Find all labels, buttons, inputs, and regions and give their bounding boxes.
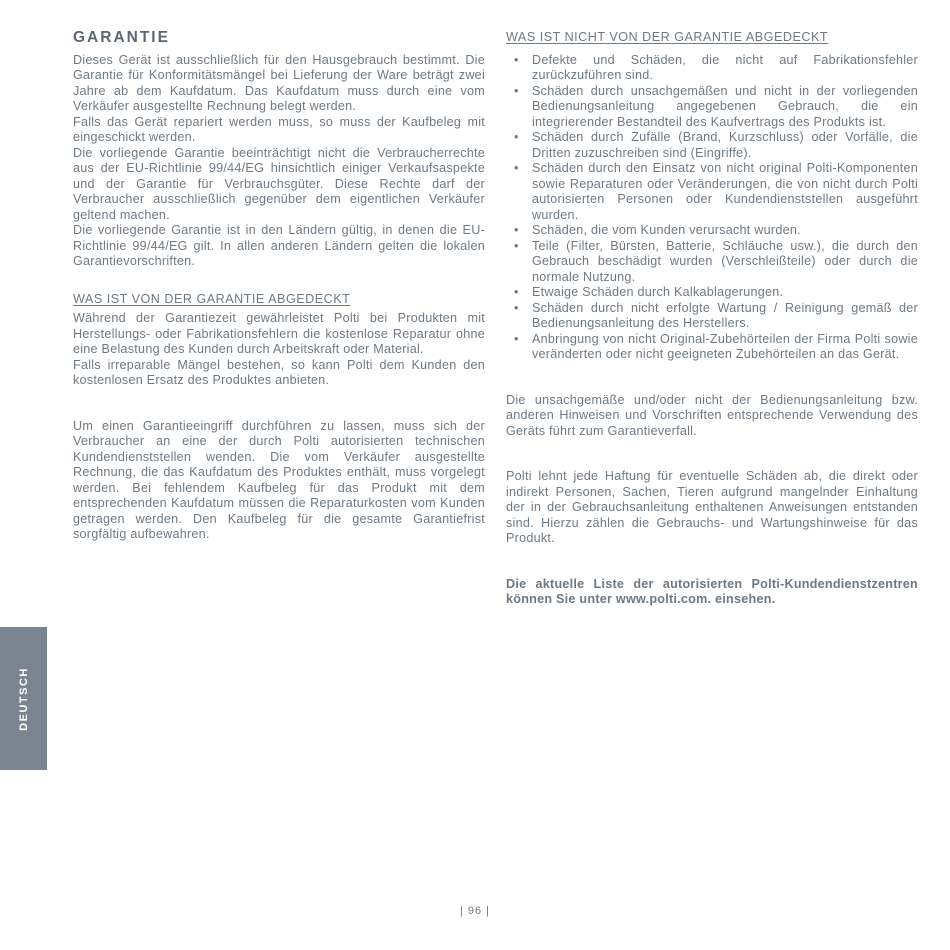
paragraph: Die vorliegende Garantie ist in den Ländern gültig, in denen die EU-Richtlinie 99/44/EG gilt. In allen anderen Ländern gelten die lokalen Garantievorschriften. bbox=[73, 223, 485, 268]
paragraph: Um einen Garantieeingriff durchführen zu lassen, muss sich der Verbraucher an eine der durch Polti autorisierten technischen Kundendienststellen wenden. Die vom Verkäufer ausgestellte Rechnung, die das Kaufdatum des Produktes enthält, muss vorgelegt werden. Bei fehlendem Kaufbeleg für das Produkt mit dem entsprechenden Kaufdatum müssen die Reparaturkosten vom Kunden getragen werden. Den Kaufbeleg für die gesamte Garantiefrist sorgfältig aufbewahren. bbox=[73, 418, 485, 541]
list-item: • Schäden, die vom Kunden verursacht wurden. bbox=[506, 223, 918, 239]
list-item: • Schäden durch unsachgemäßen und nicht in der vorliegenden Bedienungsanleitung angegebenen Gebrauch, die ein integrierender Bestandteil des Kaufvertrags des Produkts ist. bbox=[506, 84, 918, 131]
left-column bbox=[73, 30, 485, 608]
list-item: • Schäden durch nicht erfolgte Wartung / Reinigung gemäß der Bedienungsanleitung des Herstellers. bbox=[506, 301, 918, 332]
list-item: • Anbringung von nicht Original-Zubehörteilen der Firma Polti sowie veränderten oder nicht geeigneten Zubehörteilen an das Gerät. bbox=[506, 332, 918, 363]
exclusions-list bbox=[506, 53, 918, 363]
list-item: • Schäden durch den Einsatz von nicht original Polti-Komponenten sowie Reparaturen oder Veränderungen, die von nicht durch Polti autorisierten Personen oder Kundendienststellen ausgeführt wurden. bbox=[506, 161, 918, 223]
list-item: • Etwaige Schäden durch Kalkablagerungen. bbox=[506, 285, 918, 301]
list-item: • Defekte und Schäden, die nicht auf Fabrikationsfehler zurückzuführen sind. bbox=[506, 53, 918, 84]
paragraph: Falls das Gerät repariert werden muss, so muss der Kaufbeleg mit eingeschickt werden. bbox=[73, 114, 485, 144]
section-heading-not-covered: WAS IST NICHT VON DER GARANTIE ABGEDECKT bbox=[506, 30, 829, 44]
paragraph: Polti lehnt jede Haftung für eventuelle Schäden ab, die direkt oder indirekt Personen, Sachen, Tieren aufgrund mangelnder Einhaltung der in der Gebrauchsanleitung enthaltenen Anweisungen entstanden sind. Hierzu zählen die Gebrauchs- und Wartungshinweise für das Produkt. bbox=[506, 469, 918, 545]
paragraph: Die unsachgemäße und/oder nicht der Bedienungsanleitung bzw. anderen Hinweisen und Vorschriften entsprechende Verwendung des Geräts führt zum Garantieverfall. bbox=[506, 392, 918, 438]
paragraph: Die vorliegende Garantie beeinträchtigt nicht die Verbraucherrechte aus der EU-Richtlinie 99/44/EG hinsichtlich einiger Verkaufsaspekte und der Garantie für Verbrauchsgüter. Diese Rechte darf der Verbraucher ausschließlich gegenüber dem eigentlichen Verkäufer geltend machen. bbox=[73, 145, 485, 222]
section-heading-covered: WAS IST VON DER GARANTIE ABGEDECKT bbox=[73, 291, 351, 306]
language-tab-deutsch bbox=[0, 627, 47, 770]
right-column bbox=[506, 30, 918, 608]
page-number bbox=[0, 905, 950, 917]
paragraph: Während der Garantiezeit gewährleistet Polti bei Produkten mit Herstellungs- oder Fabrikationsfehlern die kostenlose Reparatur ohne eine Belastung des Kunden durch Arbeitskraft oder Material. bbox=[73, 311, 485, 356]
list-item: • Teile (Filter, Bürsten, Batterie, Schläuche usw.), die durch den Gebrauch beschädigt wurden (Verschleißteile) oder durch die normale Nutzung. bbox=[506, 239, 918, 286]
service-centers-note: Die aktuelle Liste der autorisierten Polti-Kundendienstzentren können Sie unter www.polti.com. einsehen. bbox=[506, 576, 918, 606]
language-tab-label: DEUTSCH bbox=[17, 666, 30, 731]
page-content bbox=[73, 30, 919, 608]
page-number-text: | 96 | bbox=[459, 905, 491, 917]
list-item: • Schäden durch Zufälle (Brand, Kurzschluss) oder Vorfälle, die Dritten zuzuschreiben sind (Eingriffe). bbox=[506, 130, 918, 161]
paragraph: Falls irreparable Mängel bestehen, so kann Polti dem Kunden den kostenlosen Ersatz des Produktes anbieten. bbox=[73, 357, 485, 387]
page-title: GARANTIE bbox=[73, 29, 170, 46]
paragraph: Dieses Gerät ist ausschließlich für den Hausgebrauch bestimmt. Die Garantie für Konformitätsmängel bei Lieferung der Ware beträgt zwei Jahre ab dem Kaufdatum. Das Kaufdatum muss durch eine vom Verkäufer ausgestellte Rechnung belegt werden. bbox=[73, 52, 485, 113]
